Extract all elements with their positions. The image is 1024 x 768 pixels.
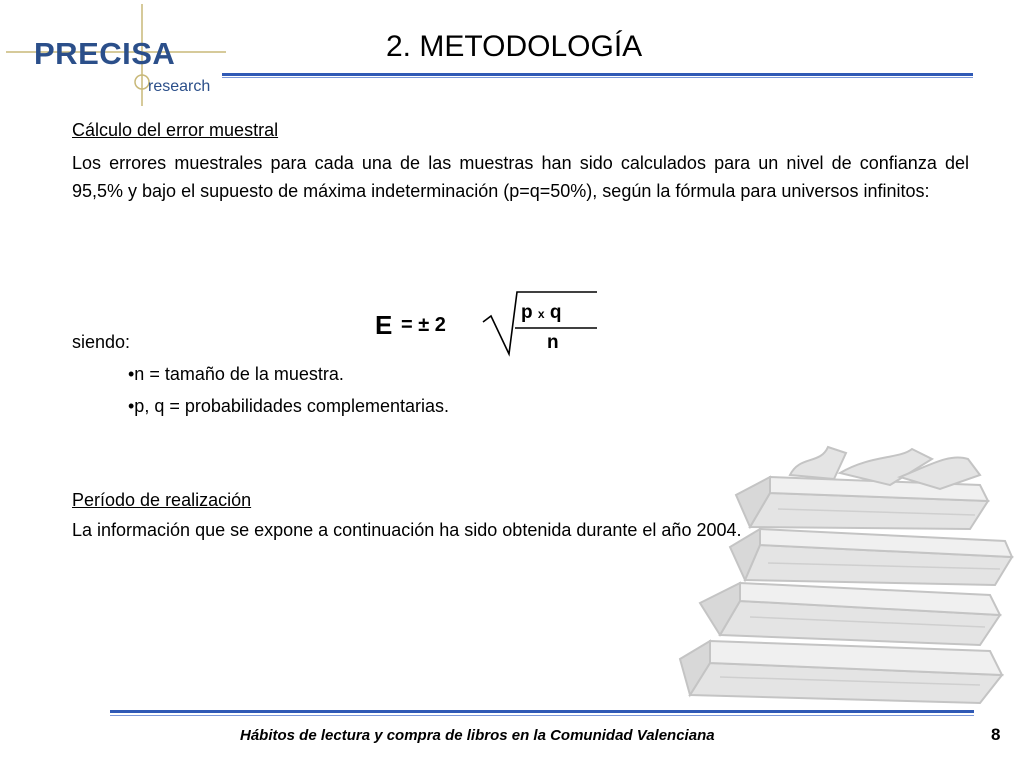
books-stack-icon (650, 445, 1024, 710)
formula-numerator (521, 302, 561, 324)
error-formula (375, 288, 615, 358)
formula-equals: = ± 2 (401, 314, 446, 336)
page-title: 2. METODOLOGÍA (386, 30, 643, 63)
footer-rule (110, 710, 974, 713)
page-number: 8 (991, 725, 1001, 744)
formula-times: x (537, 307, 545, 321)
logo-subtitle: research (148, 78, 211, 95)
definition-item: •p, q = probabilidades complementarias. (128, 396, 449, 416)
formula-lhs: E (375, 310, 393, 340)
precisa-logo (0, 0, 230, 110)
formula-q: q (549, 302, 562, 323)
logo-wordmark: PRECISA (34, 36, 176, 71)
section-paragraph-error: Los errores muestrales para cada una de las muestras han sido calculados para un nivel de confianza del 95,5% y bajo el supuesto de máxima indeterminación (p=q=50%), según la fórmula para universos infinitos: (72, 153, 969, 201)
footer-rule-thin (110, 715, 974, 716)
section-paragraph-period: La información que se expone a continuación ha sido obtenida durante el año 2004. (72, 520, 742, 540)
header-rule (222, 73, 973, 76)
square-root-icon (375, 288, 615, 358)
section-heading-error: Cálculo del error muestral (72, 120, 279, 140)
footer-text: Hábitos de lectura y compra de libros en la Comunidad Valenciana (240, 727, 715, 744)
formula-p: p (521, 302, 533, 323)
section-heading-period: Período de realización (72, 490, 252, 510)
definitions-intro: siendo: (72, 332, 131, 352)
definition-item: •n = tamaño de la muestra. (128, 364, 344, 384)
header-rule-thin (222, 77, 973, 78)
formula-denominator: n (547, 332, 559, 353)
